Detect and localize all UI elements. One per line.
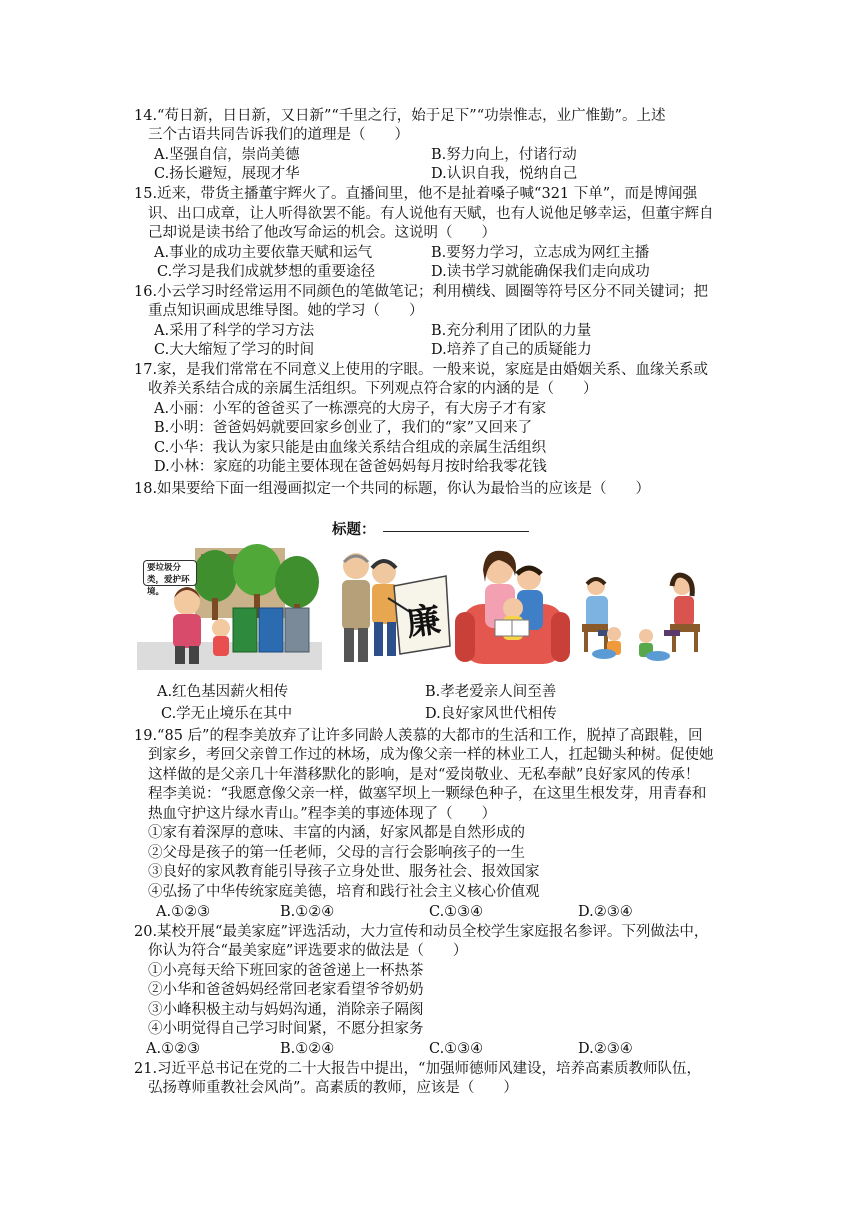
cartoon-family-reading [455,542,570,670]
q14-option-c: C.扬长避短，展现才华 [154,166,300,182]
q15-option-d: D.读书学习就能确保我们走向成功 [431,264,650,280]
q20-stem-line2: 你认为符合“最美家庭”评选要求的做法是（ ） [148,943,468,959]
q15-option-a: A.事业的成功主要依靠天赋和运气 [154,245,373,261]
q16-option-b: B.充分利用了团队的力量 [431,323,592,339]
q16-stem-line2: 重点知识画成思维导图。她的学习（ ） [148,303,424,319]
cartoon-calligraphy [322,542,454,670]
q14-option-d: D.认识自我，悦纳自己 [431,166,578,182]
q16-option-d: D.培养了自己的质疑能力 [431,342,592,358]
q18-stem-line1: 18.如果要给下面一组漫画拟定一个共同的标题，你认为最恰当的应该是（ ） [134,481,651,497]
q17-option-a: A.小丽：小军的爸爸买了一栋漂亮的大房子，有大房子才有家 [154,401,547,417]
q17-option-b: B.小明：爸爸妈妈就要回家乡创业了，我们的“家”又回来了 [154,420,533,436]
q18-option-c: C.学无止境乐在其中 [161,706,293,722]
q19-stem-line4: 程李美说：“我愿意像父亲一样，做塞罕坝上一颗绿色种子，在这里生根发芽，用青春和 [148,786,707,802]
q17-stem-line1: 17.家，是我们常常在不同意义上使用的字眼。一般来说，家庭是由婚姻关系、血缘关系或 [134,362,709,378]
q16-stem-line1: 16.小云学习时经常运用不同颜色的笔做笔记；利用横线、圆圈等符号区分不同关键词；把 [134,284,709,300]
q14-stem-line2: 三个古语共同告诉我们的道理是（ ） [148,127,409,143]
q15-option-b: B.要努力学习，立志成为网红主播 [431,245,650,261]
q16-option-a: A.采用了科学的学习方法 [154,323,315,339]
q20-item-4: ④小明觉得自己学习时间紧，不愿分担家务 [148,1021,424,1037]
q19-stem-line2: 到家乡，考回父亲曾工作过的林场，成为像父亲一样的林业工人，扛起锄头种树。促使她 [148,747,714,763]
q17-option-c: C.小华：我认为家只能是由血缘关系结合组成的亲属生活组织 [154,440,547,456]
q19-item-3: ③良好的家风教育能引导孩子立身处世、服务社会、报效国家 [148,864,540,880]
q19-option-a: A.①②③ [156,904,211,920]
q15-option-c: C.学习是我们成就梦想的重要途径 [157,264,376,280]
q19-stem-line3: 这样做的是父亲几十年潜移默化的影响，是对“爱岗敬业、无私奉献”良好家风的传承！ [148,767,700,783]
q18-option-d: D.良好家风世代相传 [425,706,557,722]
cartoon-foot-washing [574,542,724,670]
q18-option-b: B.孝老爱亲人间至善 [425,684,557,700]
q21-stem-line2: 弘扬尊师重教社会风尚”。高素质的教师，应该是（ ） [148,1080,518,1096]
q15-stem-line2: 识、出口成章，让人听得欲罢不能。有人说他有天赋，也有人说他足够幸运，但董宇辉自 [148,206,714,222]
q17-stem-line2: 收养关系结合成的亲属生活组织。下列观点符合家的内涵的是（ ） [148,381,598,397]
q18-option-a: A.红色基因薪火相传 [157,684,289,700]
q20-item-3: ③小峰积极主动与妈妈沟通，消除亲子隔阂 [148,1002,424,1018]
q14-option-a: A.坚强自信，崇尚美德 [154,147,300,163]
cartoon-garbage-sorting [137,542,323,670]
q21-stem-line1: 21.习近平总书记在党的二十大报告中提出，“加强师德师风建设，培养高素质教师队伍， [134,1061,701,1077]
q19-item-4: ④弘扬了中华传统家庭美德，培育和践行社会主义核心价值观 [148,884,540,900]
q19-option-c: C.①③④ [429,904,484,920]
family-reading-illustration [455,542,570,670]
q16-option-c: C.大大缩短了学习的时间 [154,342,315,358]
q20-stem-line1: 20.某校开展“最美家庭”评选活动，大力宣传和动员全校学生家庭报名参评。下列做法中， [134,924,709,940]
q17-option-d: D.小林：家庭的功能主要体现在爸爸妈妈每月按时给我零花钱 [154,459,547,475]
q15-stem-line3: 己却说是读书给了他改写命运的机会。这说明（ ） [148,225,496,241]
q19-item-2: ②父母是孩子的第一任老师，父母的言行会影响孩子的一生 [148,845,525,861]
q14-stem-line1: 14.“苟日新，日日新，又日新”“千里之行，始于足下”“功崇惟志，业广惟勤”。上述 [134,108,666,124]
q19-stem-line5: 热血守护这片绿水青山。”程李美的事迹体现了（ ） [148,806,497,822]
speech-bubble: 要垃圾分类，爱护环境。 [143,560,197,586]
calligraphy-character: 廉 [403,599,444,645]
q20-option-d: D.②③④ [578,1041,633,1057]
q19-stem-line1: 19.“85 后”的程李美放弃了让许多同龄人羡慕的大都市的生活和工作，脱掉了高跟鞋，回 [134,728,703,744]
q14-option-b: B.努力向上，付诸行动 [431,147,577,163]
q20-option-b: B.①②④ [280,1041,335,1057]
q19-item-1: ①家有着深厚的意味、丰富的内涵，好家风都是自然形成的 [148,825,525,841]
q15-stem-line1: 15.近来，带货主播董宇辉火了。直播间里，他不是扯着嗓子喊“321 下单”，而是博闻强 [134,186,698,202]
q20-item-2: ②小华和爸爸妈妈经常回老家看望爷爷奶奶 [148,982,424,998]
q20-item-1: ①小亮每天给下班回家的爸爸递上一杯热茶 [148,963,424,979]
foot-washing-illustration [574,542,724,670]
cartoon-title-blank [383,531,529,532]
q19-option-d: D.②③④ [578,904,633,920]
q20-option-a: A.①②③ [146,1041,201,1057]
q20-option-c: C.①③④ [429,1041,484,1057]
q19-option-b: B.①②④ [280,904,335,920]
cartoon-title-label: 标题： [332,522,376,538]
